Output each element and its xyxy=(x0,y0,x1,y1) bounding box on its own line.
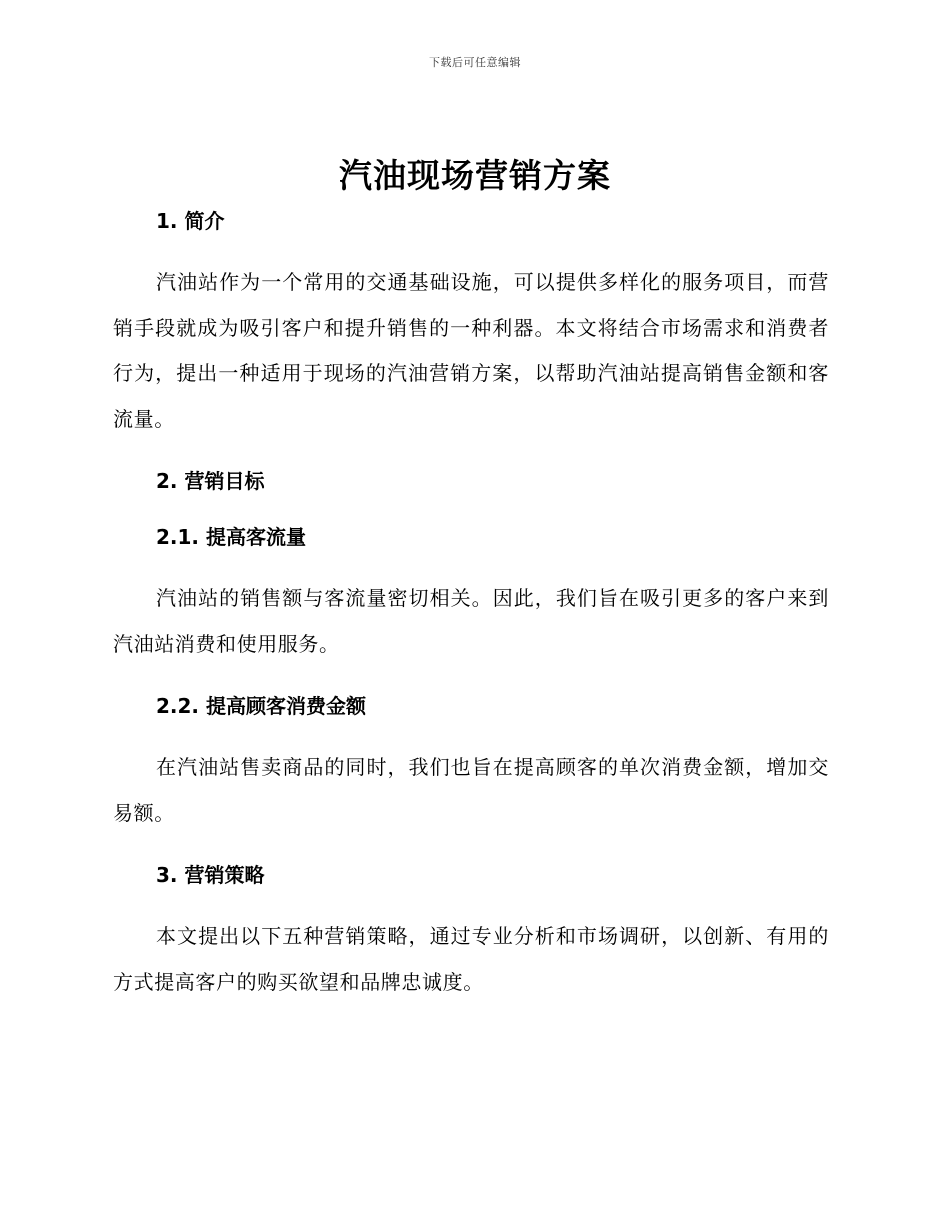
section-heading-strategy: 3. 营销策略 xyxy=(156,863,265,887)
document-title: 汽油现场营销方案 xyxy=(339,156,611,195)
subsection-heading-traffic: 2.1. 提高客流量 xyxy=(156,525,306,549)
section-heading-goals: 2. 营销目标 xyxy=(156,469,265,493)
paragraph-intro: 汽油站作为一个常用的交通基础设施，可以提供多样化的服务项目，而营销手段就成为吸引客户和提升销售的一种利器。本文将结合市场需求和消费者行为，提出一种适用于现场的汽油营销方案，以帮助汽油站提高销售金额和客流量。 xyxy=(113,270,829,431)
paragraph-strategy: 本文提出以下五种营销策略，通过专业分析和市场调研，以创新、有用的方式提高客户的购买欲望和品牌忠诚度。 xyxy=(113,924,829,994)
paragraph-traffic: 汽油站的销售额与客流量密切相关。因此，我们旨在吸引更多的客户来到汽油站消费和使用服务。 xyxy=(113,586,829,656)
section-heading-intro: 1. 简介 xyxy=(156,209,225,233)
subsection-heading-spending: 2.2. 提高顾客消费金额 xyxy=(156,694,366,718)
paragraph-spending: 在汽油站售卖商品的同时，我们也旨在提高顾客的单次消费金额，增加交易额。 xyxy=(113,755,829,825)
document-body xyxy=(113,204,829,1005)
header-note: 下载后可任意编辑 xyxy=(429,56,521,69)
